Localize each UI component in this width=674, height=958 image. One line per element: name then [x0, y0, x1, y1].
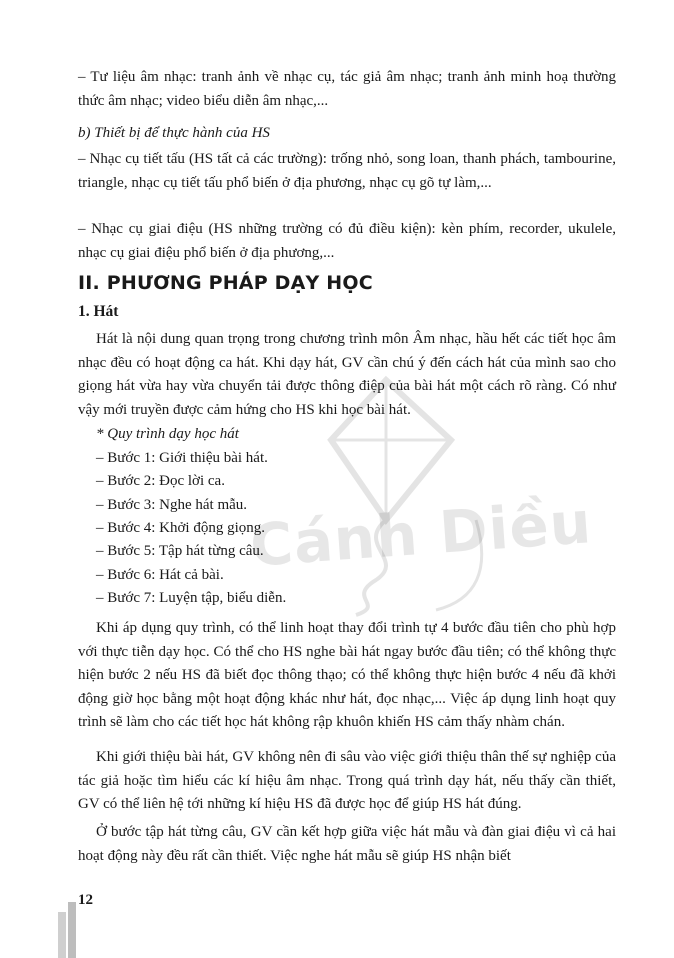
page-number: 12: [78, 892, 93, 908]
paragraph-music-materials: – Tư liệu âm nhạc: tranh ảnh về nhạc cụ, tác giả âm nhạc; tranh ảnh minh hoạ thường thức âm nhạc; video biểu diễn âm nhạc,...: [78, 69, 616, 109]
step-item: – Bước 4: Khởi động giọng.: [96, 520, 265, 536]
step-item: – Bước 1: Giới thiệu bài hát.: [96, 450, 268, 466]
corner-decoration-bar: [58, 912, 66, 958]
step-item: – Bước 3: Nghe hát mẫu.: [96, 497, 248, 513]
step-item: – Bước 5: Tập hát từng câu.: [96, 543, 264, 559]
section-heading-teaching-methods: II. PHƯƠNG PHÁP DẠY HỌC: [78, 272, 373, 294]
paragraph-practice-step: Ở bước tập hát từng câu, GV cần kết hợp giữa việc hát mẫu và đàn giai điệu vì cả hai hoạt động này đều rất cần thiết. Việc nghe hát mẫu sẽ giúp HS nhận biết: [78, 824, 616, 864]
subheading-student-equipment: b) Thiết bị để thực hành của HS: [78, 125, 270, 141]
corner-decoration-bar: [68, 902, 76, 958]
paragraph-singing-intro: Hát là nội dung quan trọng trong chương trình môn Âm nhạc, hầu hết các tiết học âm nhạc đều có hoạt động ca hát. Khi dạy hát, GV cần chú ý đến cách hát của mình sao cho giọng hát vừa hay vừa chuyển tải được thông điệp của bài hát một cách rõ ràng. Có như vậy mới truyền được cảm hứng cho HS khi học bài hát.: [78, 331, 616, 418]
paragraph-flexible-procedure: Khi áp dụng quy trình, có thể linh hoạt thay đổi trình tự 4 bước đầu tiên cho phù hợp với thực tiễn dạy học. Có thể cho HS nghe bài hát ngay bước đầu tiên; có thể không thực hiện bước 2 nếu HS đã biết đọc thông thạo; có thể không thực hiện bước 4 nếu đã khởi động giờ học bằng một hoạt động khác như hát, đọc nhạc,... Việc áp dụng linh hoạt quy trình sẽ làm cho các tiết học hát không rập khuôn khiến HS cảm thấy nhàm chán.: [78, 620, 616, 730]
brand-watermark-text: Cánh Diều: [248, 488, 595, 580]
paragraph-melody-instruments: – Nhạc cụ giai điệu (HS những trường có đủ điều kiện): kèn phím, recorder, ukulele, nhạc cụ giai điệu phổ biến ở địa phương,...: [78, 221, 616, 261]
procedure-title: * Quy trình dạy học hát: [96, 426, 239, 442]
subsection-heading-singing: 1. Hát: [78, 303, 119, 320]
step-item: – Bước 6: Hát cả bài.: [96, 567, 224, 583]
step-item: – Bước 2: Đọc lời ca.: [96, 473, 225, 489]
paragraph-rhythm-instruments: – Nhạc cụ tiết tấu (HS tất cả các trường): trống nhỏ, song loan, thanh phách, tambourine, triangle, nhạc cụ tiết tấu phổ biến ở địa phương, nhạc cụ gõ tự làm,...: [78, 151, 616, 191]
step-item: – Bước 7: Luyện tập, biểu diễn.: [96, 590, 287, 606]
paragraph-introducing-song: Khi giới thiệu bài hát, GV không nên đi sâu vào việc giới thiệu thân thế sự nghiệp của tác giả hoặc tìm hiểu các kí hiệu âm nhạc. Trong quá trình dạy hát, nếu thấy cần thiết, GV có thể liên hệ tới những kí hiệu HS đã được học để giúp HS hát đúng.: [78, 749, 616, 812]
